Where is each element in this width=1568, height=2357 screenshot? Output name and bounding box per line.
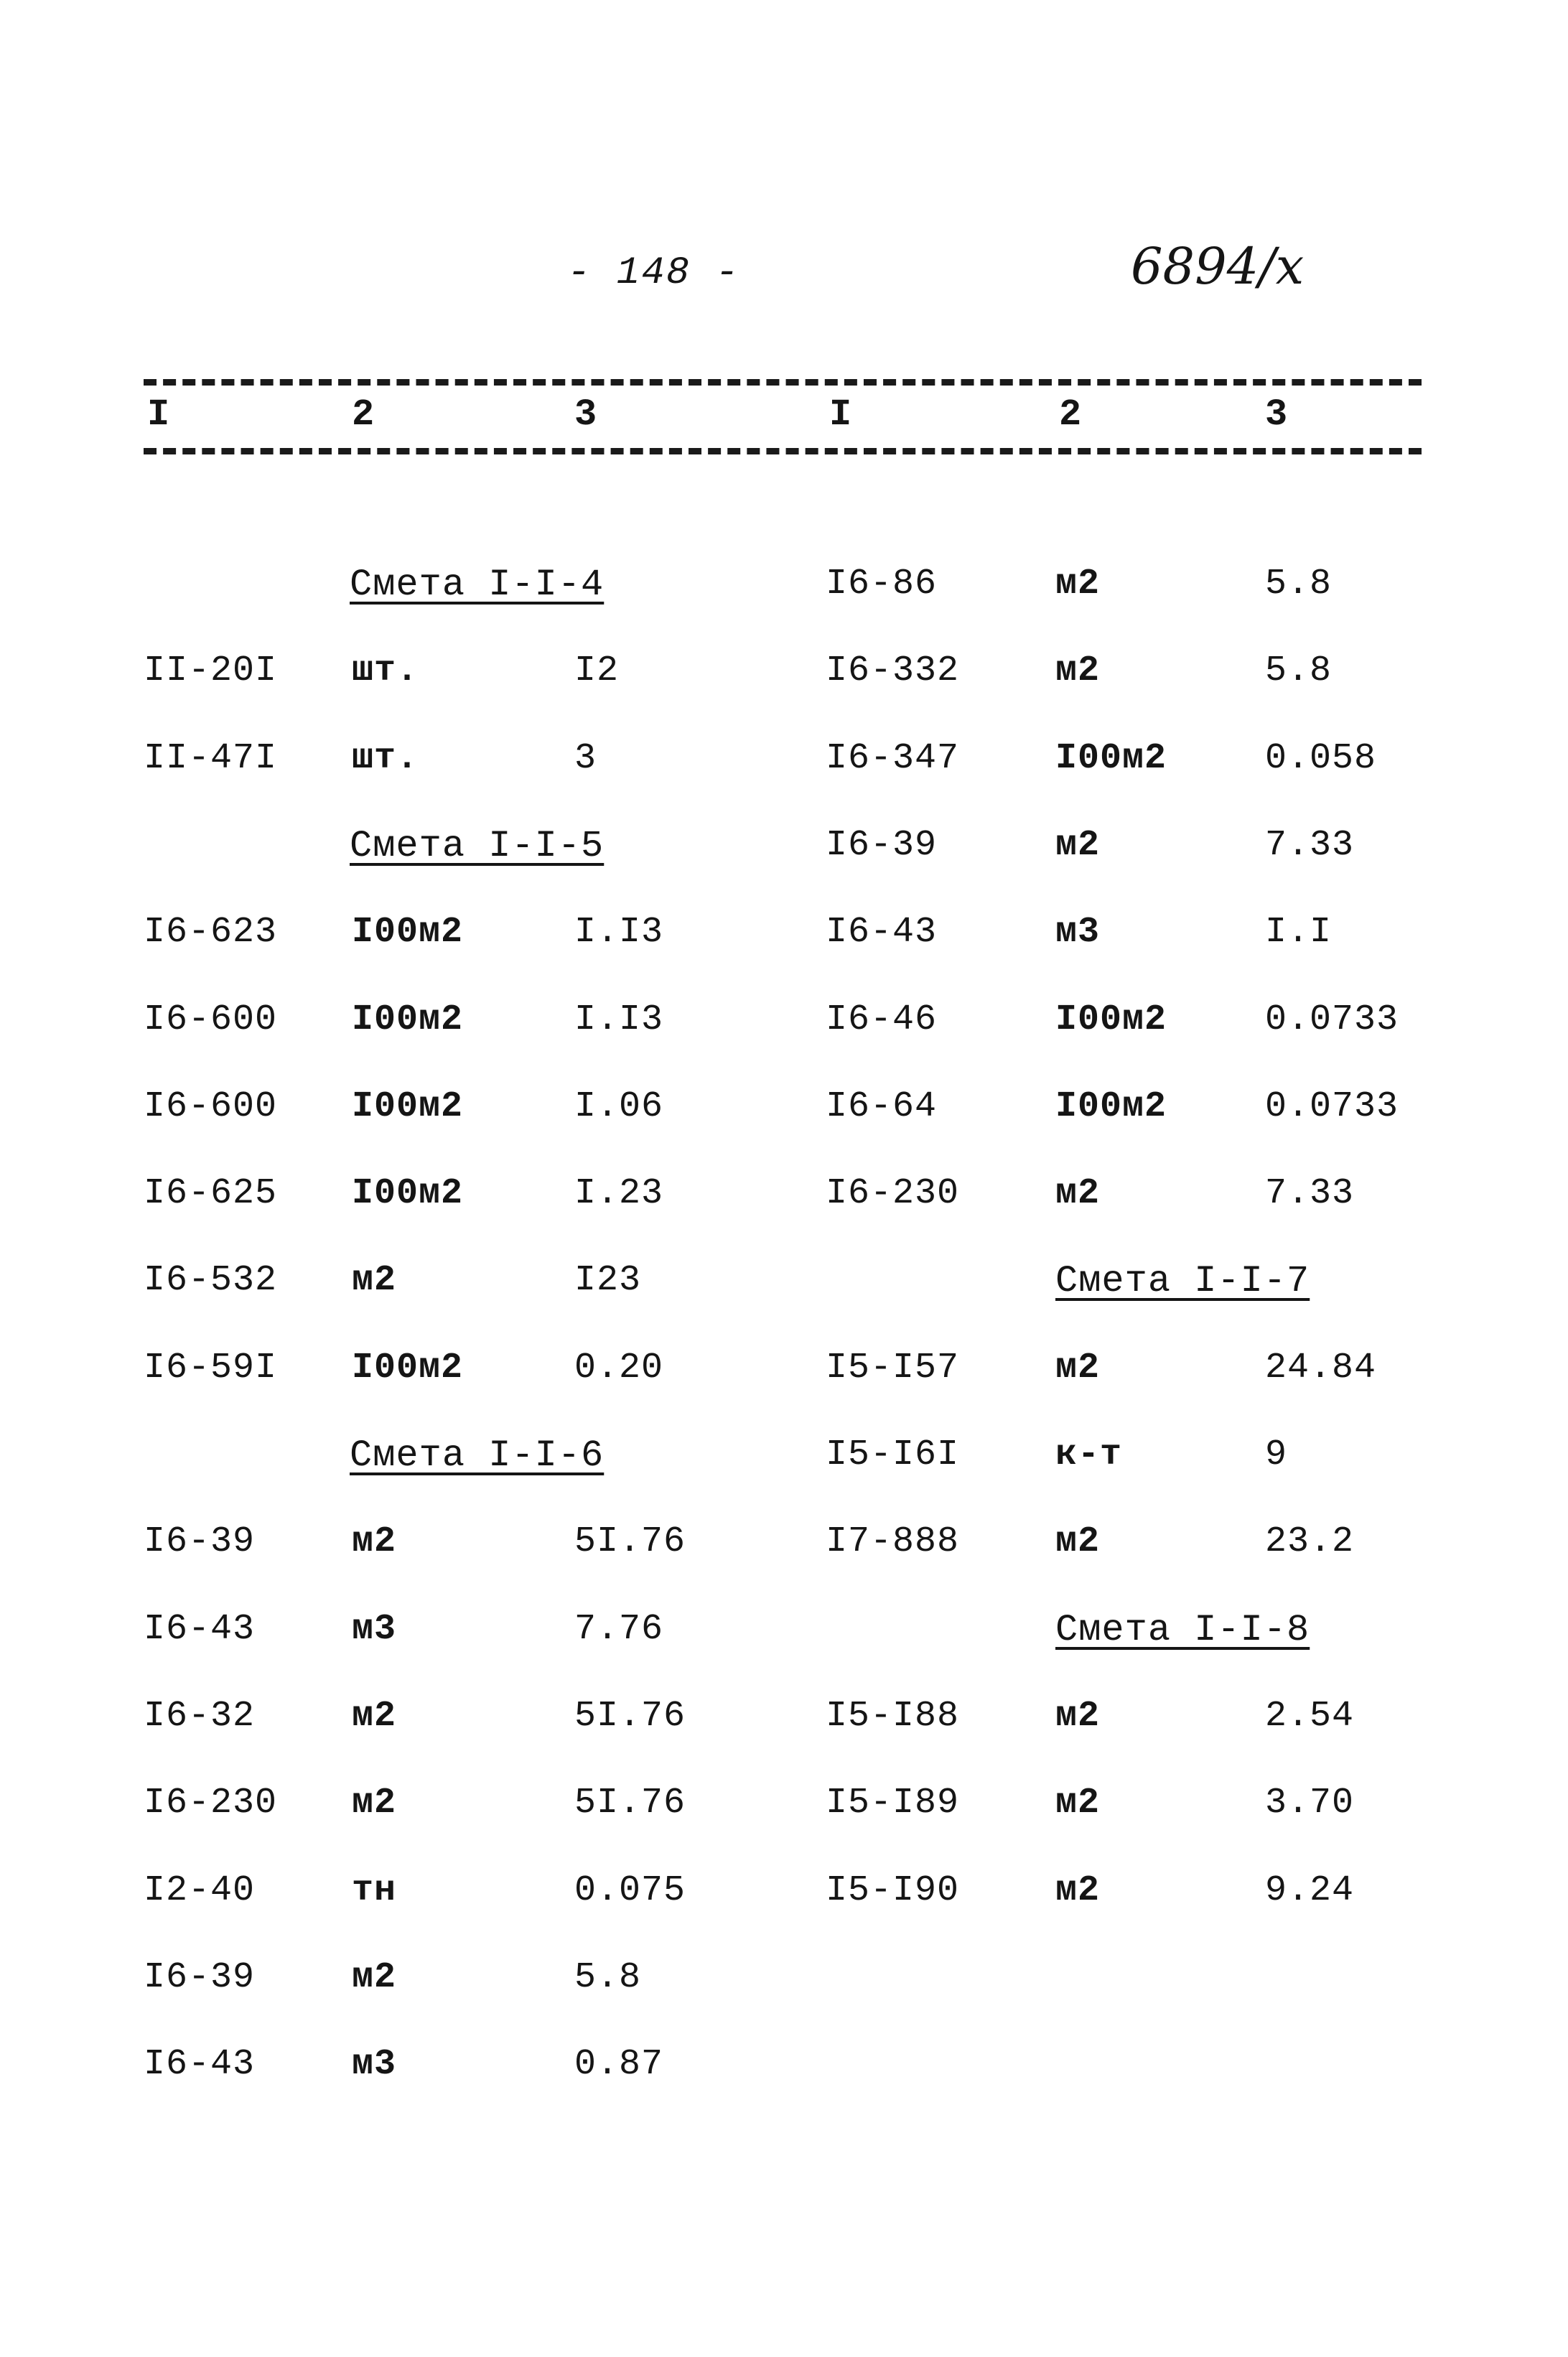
item-quantity: 9.24 (1265, 1870, 1355, 1911)
item-unit: м2 (1055, 825, 1101, 866)
item-unit: м2 (1055, 1696, 1101, 1737)
item-unit: I00м2 (352, 912, 464, 953)
item-code: I6-64 (826, 1086, 938, 1127)
column-header: 2 (352, 393, 375, 436)
item-code: II-47I (144, 738, 278, 779)
item-code: I6-230 (826, 1173, 960, 1214)
item-code: I5-I88 (826, 1696, 960, 1737)
item-code: I6-600 (144, 1086, 278, 1127)
column-header: I (829, 393, 852, 436)
item-code: I6-600 (144, 999, 278, 1040)
item-code: I5-I6I (826, 1434, 960, 1475)
item-unit: I00м2 (1055, 1086, 1167, 1127)
item-unit: м2 (1055, 564, 1101, 605)
item-quantity: 0.0733 (1265, 999, 1399, 1040)
item-code: I6-43 (826, 912, 938, 953)
estimate-section-title: Смета I-I-4 (350, 564, 605, 606)
item-quantity: I.I3 (574, 912, 664, 953)
item-quantity: 7.76 (574, 1609, 664, 1650)
item-code: I6-39 (826, 825, 938, 866)
header-rule-bottom (144, 448, 1422, 454)
item-quantity: I23 (574, 1260, 642, 1301)
item-quantity: 0.0733 (1265, 1086, 1399, 1127)
estimate-section-title: Смета I-I-7 (1055, 1260, 1310, 1302)
page-number: - 148 - (567, 251, 740, 295)
item-unit: I00м2 (352, 1086, 464, 1127)
item-quantity: 9 (1265, 1434, 1288, 1475)
item-quantity: I.23 (574, 1173, 664, 1214)
item-code: I6-43 (144, 1609, 256, 1650)
column-header: I (147, 393, 170, 436)
item-quantity: I.I3 (574, 999, 664, 1040)
item-code: I6-623 (144, 912, 278, 953)
column-header: 3 (574, 393, 597, 436)
item-unit: м2 (352, 1696, 397, 1737)
item-unit: м2 (352, 1783, 397, 1824)
item-code: I6-39 (144, 1521, 256, 1562)
item-unit: I00м2 (352, 1173, 464, 1214)
item-code: I6-39 (144, 1957, 256, 1998)
item-quantity: 0.20 (574, 1348, 664, 1388)
item-code: I6-46 (826, 999, 938, 1040)
item-unit: м3 (1055, 912, 1101, 953)
item-quantity: 0.87 (574, 2044, 664, 2085)
item-unit: I00м2 (1055, 999, 1167, 1040)
header-rule-top (144, 379, 1422, 386)
column-header: 3 (1265, 393, 1288, 436)
item-code: I7-888 (826, 1521, 960, 1562)
item-unit: м2 (1055, 650, 1101, 691)
item-unit: к-т (1055, 1434, 1123, 1475)
archive-number: 6894/x (1131, 237, 1305, 296)
item-code: I6-625 (144, 1173, 278, 1214)
item-quantity: 5.8 (1265, 564, 1333, 605)
item-quantity: I.06 (574, 1086, 664, 1127)
item-unit: м2 (1055, 1870, 1101, 1911)
item-code: I5-I57 (826, 1348, 960, 1388)
item-quantity: 5.8 (1265, 650, 1333, 691)
item-unit: м2 (1055, 1173, 1101, 1214)
item-quantity: I.I (1265, 912, 1333, 953)
item-unit: шт. (352, 650, 419, 691)
item-code: I2-40 (144, 1870, 256, 1911)
item-unit: I00м2 (1055, 738, 1167, 779)
item-unit: I00м2 (352, 1348, 464, 1388)
item-unit: I00м2 (352, 999, 464, 1040)
item-code: I5-I90 (826, 1870, 960, 1911)
item-unit: м2 (352, 1957, 397, 1998)
item-unit: тн (352, 1870, 397, 1911)
item-unit: м2 (352, 1260, 397, 1301)
item-unit: м3 (352, 2044, 397, 2085)
item-quantity: 5I.76 (574, 1521, 686, 1562)
item-code: II-20I (144, 650, 278, 691)
item-quantity: 5.8 (574, 1957, 642, 1998)
item-code: I6-43 (144, 2044, 256, 2085)
item-code: I6-86 (826, 564, 938, 605)
item-quantity: 7.33 (1265, 825, 1355, 866)
item-code: I6-230 (144, 1783, 278, 1824)
item-quantity: 23.2 (1265, 1521, 1355, 1562)
item-code: I5-I89 (826, 1783, 960, 1824)
estimate-section-title: Смета I-I-8 (1055, 1609, 1310, 1651)
item-unit: м3 (352, 1609, 397, 1650)
item-unit: м2 (1055, 1783, 1101, 1824)
item-quantity: 3 (574, 738, 597, 779)
item-quantity: 3.70 (1265, 1783, 1355, 1824)
item-code: I6-532 (144, 1260, 278, 1301)
item-code: I6-59I (144, 1348, 278, 1388)
estimate-section-title: Смета I-I-6 (350, 1434, 605, 1477)
item-quantity: 0.075 (574, 1870, 686, 1911)
item-unit: шт. (352, 738, 419, 779)
item-unit: м2 (1055, 1348, 1101, 1388)
item-code: I6-332 (826, 650, 960, 691)
item-quantity: 5I.76 (574, 1783, 686, 1824)
item-quantity: 0.058 (1265, 738, 1377, 779)
item-code: I6-347 (826, 738, 960, 779)
item-code: I6-32 (144, 1696, 256, 1737)
item-unit: м2 (1055, 1521, 1101, 1562)
item-quantity: 5I.76 (574, 1696, 686, 1737)
item-quantity: 7.33 (1265, 1173, 1355, 1214)
item-quantity: 24.84 (1265, 1348, 1377, 1388)
item-unit: м2 (352, 1521, 397, 1562)
item-quantity: I2 (574, 650, 620, 691)
item-quantity: 2.54 (1265, 1696, 1355, 1737)
column-header: 2 (1059, 393, 1082, 436)
estimate-section-title: Смета I-I-5 (350, 825, 605, 867)
